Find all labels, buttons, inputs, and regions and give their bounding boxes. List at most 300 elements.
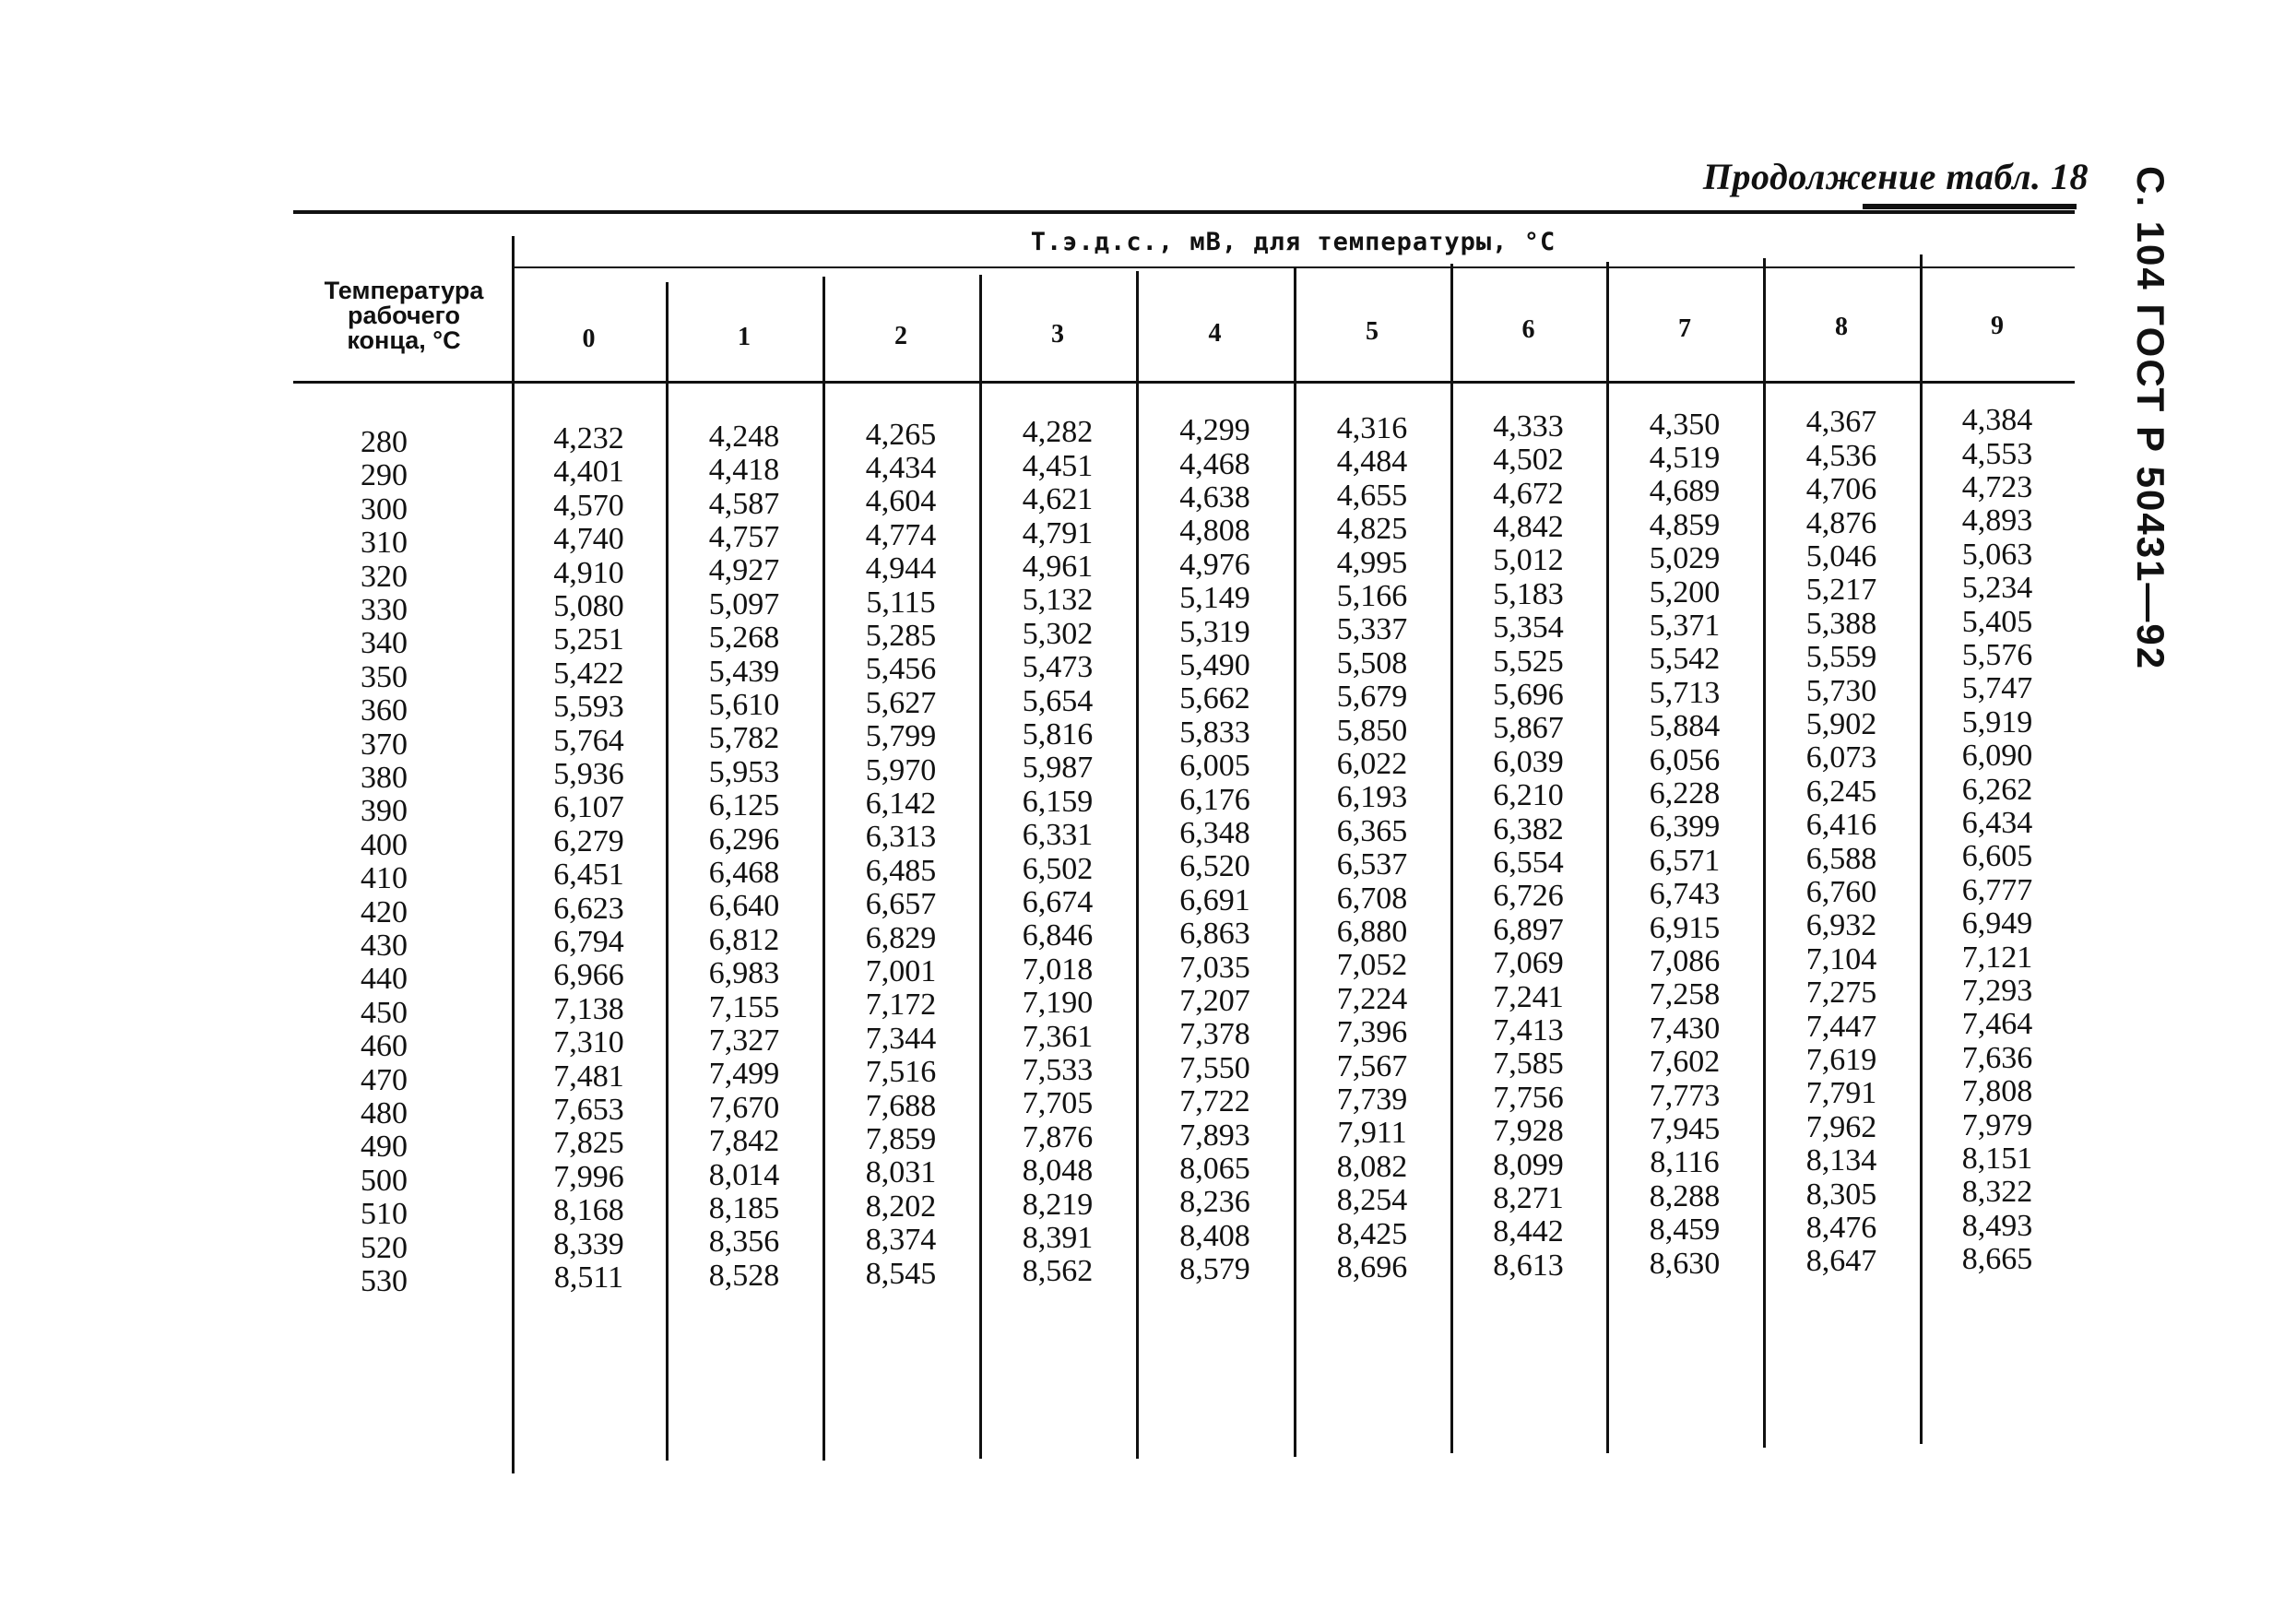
- emf-value: 8,476: [1805, 1211, 1877, 1245]
- column-rule: [979, 275, 982, 1459]
- emf-value: 7,190: [1022, 986, 1094, 1021]
- emf-value: 6,348: [1179, 816, 1250, 850]
- emf-value: 4,995: [1336, 545, 1408, 580]
- emf-value: 5,850: [1336, 713, 1408, 748]
- emf-value: 7,430: [1649, 1011, 1721, 1046]
- column-rule: [1920, 254, 1923, 1444]
- row-temperature-360: 360: [361, 693, 408, 728]
- emf-value: 6,897: [1493, 912, 1564, 947]
- emf-value: 6,228: [1649, 776, 1721, 810]
- emf-value: 5,012: [1493, 543, 1564, 578]
- emf-value: 5,576: [1961, 638, 2033, 672]
- column-header-1: 1: [738, 323, 751, 352]
- emf-value: 6,142: [865, 787, 937, 821]
- emf-value: 8,630: [1649, 1246, 1721, 1281]
- emf-value: 4,672: [1493, 476, 1564, 511]
- emf-value: 8,696: [1336, 1250, 1408, 1284]
- column-rule: [666, 282, 669, 1461]
- emf-value: 7,361: [1022, 1019, 1094, 1054]
- emf-value: 4,232: [553, 421, 624, 456]
- emf-value: 6,039: [1493, 744, 1564, 779]
- emf-span-header: Т.э.д.с., мВ, для температуры, °С: [1030, 228, 1556, 256]
- column-header-0: 0: [582, 325, 596, 353]
- emf-value: 4,570: [553, 488, 624, 523]
- column-header-5: 5: [1366, 317, 1379, 346]
- emf-value: 4,859: [1649, 507, 1721, 542]
- emf-value: 7,945: [1649, 1112, 1721, 1146]
- emf-value: 4,401: [553, 455, 624, 490]
- emf-value: 8,134: [1805, 1143, 1877, 1178]
- emf-value: 7,258: [1649, 977, 1721, 1012]
- column-header-4: 4: [1208, 318, 1222, 348]
- emf-value: 6,107: [553, 790, 624, 825]
- emf-value: 4,282: [1022, 415, 1094, 450]
- emf-value: 6,451: [553, 858, 624, 893]
- emf-value: 8,459: [1649, 1213, 1721, 1248]
- emf-value: 7,481: [553, 1059, 624, 1094]
- emf-value: 5,046: [1805, 539, 1877, 574]
- emf-value: 4,876: [1805, 505, 1877, 540]
- row-temperature-490: 490: [361, 1130, 408, 1165]
- emf-value: 8,065: [1179, 1152, 1250, 1186]
- emf-value: 6,777: [1961, 872, 2033, 907]
- emf-value: 4,502: [1493, 443, 1564, 478]
- emf-value: 6,605: [1961, 839, 2033, 874]
- emf-value: 6,468: [708, 856, 780, 890]
- row-temperature-350: 350: [361, 659, 408, 694]
- emf-value: 6,210: [1493, 778, 1564, 813]
- emf-value: 8,579: [1179, 1252, 1250, 1287]
- emf-value: 6,399: [1649, 810, 1721, 845]
- column-header-8: 8: [1835, 313, 1848, 342]
- emf-value: 7,636: [1961, 1040, 2033, 1075]
- column-header-7: 7: [1678, 314, 1691, 343]
- emf-value: 6,623: [553, 891, 624, 926]
- emf-value: 7,499: [708, 1057, 780, 1092]
- emf-value: 5,183: [1493, 576, 1564, 611]
- emf-value: 7,705: [1022, 1086, 1094, 1121]
- emf-value: 8,185: [708, 1191, 780, 1225]
- emf-value: 7,773: [1649, 1078, 1721, 1113]
- emf-value: 4,248: [708, 419, 780, 454]
- emf-value: 7,155: [708, 989, 780, 1024]
- emf-value: 6,262: [1961, 772, 2033, 807]
- emf-value: 6,090: [1961, 739, 2033, 774]
- emf-value: 4,706: [1805, 472, 1877, 507]
- emf-value: 8,082: [1336, 1149, 1408, 1184]
- row-header-line: рабочего: [347, 302, 461, 329]
- emf-value: 7,464: [1961, 1007, 2033, 1042]
- emf-value: 5,713: [1649, 675, 1721, 710]
- emf-value: 7,241: [1493, 979, 1564, 1014]
- emf-value: 8,031: [865, 1155, 937, 1190]
- emf-value: 6,382: [1493, 811, 1564, 846]
- emf-value: 6,537: [1336, 847, 1408, 882]
- emf-value: 5,029: [1649, 541, 1721, 576]
- emf-value: 7,825: [553, 1126, 624, 1161]
- emf-value: 7,224: [1336, 981, 1408, 1016]
- emf-value: 5,816: [1022, 717, 1094, 751]
- emf-value: 8,322: [1961, 1175, 2033, 1210]
- emf-value: 5,936: [553, 757, 624, 791]
- emf-value: 7,688: [865, 1088, 937, 1123]
- emf-value: 7,550: [1179, 1050, 1250, 1085]
- emf-value: 8,408: [1179, 1218, 1250, 1253]
- emf-value: 4,587: [708, 486, 780, 521]
- emf-value: 8,116: [1650, 1145, 1720, 1180]
- emf-value: 7,344: [865, 1021, 937, 1056]
- emf-value: 6,554: [1493, 846, 1564, 880]
- emf-value: 4,468: [1179, 446, 1250, 481]
- emf-value: 4,740: [553, 522, 624, 557]
- row-temperature-500: 500: [361, 1163, 408, 1198]
- emf-value: 6,846: [1022, 918, 1094, 953]
- emf-value: 6,794: [553, 925, 624, 959]
- emf-value: 7,739: [1336, 1083, 1408, 1117]
- emf-value: 5,593: [553, 690, 624, 725]
- emf-value: 6,502: [1022, 851, 1094, 886]
- emf-value: 4,604: [865, 484, 937, 519]
- column-rule: [823, 277, 825, 1461]
- emf-value: 5,251: [553, 622, 624, 657]
- emf-value: 5,490: [1179, 648, 1250, 682]
- emf-value: 5,833: [1179, 715, 1250, 750]
- row-header-title: [293, 278, 515, 353]
- emf-value: 5,782: [708, 721, 780, 756]
- emf-value: 7,928: [1493, 1114, 1564, 1149]
- emf-value: 4,976: [1179, 547, 1250, 582]
- emf-value: 6,932: [1805, 908, 1877, 943]
- emf-value: 8,493: [1961, 1208, 2033, 1243]
- emf-value: 5,166: [1336, 579, 1408, 613]
- emf-value: 5,654: [1022, 683, 1094, 718]
- emf-value: 6,708: [1336, 881, 1408, 916]
- emf-value: 5,747: [1961, 671, 2033, 706]
- row-header-line: Температура: [324, 277, 484, 304]
- emf-value: 4,825: [1336, 512, 1408, 547]
- emf-value: 4,451: [1022, 448, 1094, 483]
- emf-value: 7,585: [1493, 1047, 1564, 1082]
- emf-value: 8,545: [865, 1256, 937, 1291]
- emf-value: 4,842: [1493, 510, 1564, 544]
- column-rule: [1450, 264, 1453, 1453]
- emf-value: 4,316: [1336, 411, 1408, 445]
- emf-value: 4,791: [1022, 515, 1094, 550]
- row-temperature-460: 460: [361, 1029, 408, 1064]
- emf-value: 6,640: [708, 889, 780, 924]
- column-header-3: 3: [1051, 320, 1064, 349]
- emf-value: 5,456: [865, 652, 937, 687]
- emf-value: 4,333: [1493, 408, 1564, 444]
- row-temperature-310: 310: [361, 526, 408, 561]
- emf-value: 7,052: [1336, 948, 1408, 983]
- emf-value: 7,207: [1179, 984, 1250, 1018]
- column-header-6: 6: [1521, 315, 1535, 345]
- row-temperature-380: 380: [361, 761, 408, 795]
- row-temperature-520: 520: [361, 1230, 408, 1265]
- emf-value: 5,405: [1961, 604, 2033, 639]
- emf-value: 5,508: [1336, 645, 1408, 680]
- emf-value: 7,396: [1336, 1015, 1408, 1050]
- emf-value: 4,723: [1961, 470, 2033, 504]
- emf-value: 7,533: [1022, 1053, 1094, 1087]
- emf-value: 7,138: [553, 991, 624, 1026]
- emf-value: 4,774: [865, 517, 937, 552]
- emf-value: 7,275: [1805, 976, 1877, 1011]
- emf-value: 4,265: [865, 417, 937, 452]
- emf-value: 5,970: [865, 752, 937, 787]
- emf-value: 7,722: [1179, 1084, 1250, 1119]
- emf-value: 4,519: [1649, 441, 1721, 475]
- emf-value: 6,760: [1805, 875, 1877, 909]
- row-temperature-300: 300: [361, 491, 408, 527]
- emf-value: 8,562: [1022, 1254, 1094, 1289]
- emf-value: 7,619: [1805, 1043, 1877, 1077]
- column-rule: [1763, 258, 1766, 1448]
- emf-value: 8,528: [708, 1258, 780, 1293]
- emf-value: 8,511: [553, 1260, 624, 1295]
- emf-value: 5,302: [1022, 616, 1094, 651]
- emf-value: 5,097: [708, 586, 780, 621]
- emf-value: 4,621: [1022, 482, 1094, 517]
- emf-value: 8,099: [1493, 1147, 1564, 1182]
- emf-value: 6,416: [1805, 808, 1877, 843]
- emf-value: 6,983: [708, 956, 780, 991]
- emf-value: 6,691: [1179, 882, 1250, 917]
- emf-value: 5,473: [1022, 650, 1094, 685]
- emf-value: 4,757: [708, 520, 780, 554]
- emf-value: 5,679: [1336, 680, 1408, 715]
- emf-value: 4,536: [1805, 438, 1877, 473]
- emf-value: 8,613: [1493, 1248, 1564, 1283]
- emf-value: 6,915: [1649, 910, 1721, 945]
- emf-value: 6,125: [708, 788, 780, 823]
- column-rule: [1606, 262, 1609, 1453]
- emf-value: 5,063: [1961, 537, 2033, 572]
- emf-value: 8,339: [553, 1226, 624, 1261]
- emf-value: 4,384: [1961, 403, 2033, 438]
- row-temperature-430: 430: [361, 929, 408, 963]
- column-header-9: 9: [1991, 311, 2004, 340]
- emf-value: 8,236: [1179, 1185, 1250, 1220]
- emf-value: 5,696: [1493, 678, 1564, 712]
- emf-value: 8,356: [708, 1225, 780, 1260]
- emf-value: 5,884: [1649, 709, 1721, 744]
- emf-value: 4,910: [553, 555, 624, 590]
- emf-value: 7,791: [1805, 1076, 1877, 1111]
- column-rule: [1294, 267, 1296, 1457]
- emf-value: 8,425: [1336, 1216, 1408, 1251]
- emf-value: 5,234: [1961, 571, 2033, 606]
- emf-value: 4,808: [1179, 514, 1250, 549]
- emf-value: 8,048: [1022, 1154, 1094, 1189]
- header-body-rule: [293, 381, 2075, 384]
- emf-value: 6,159: [1022, 784, 1094, 819]
- emf-value: 5,987: [1022, 751, 1094, 786]
- emf-value: 6,245: [1805, 774, 1877, 809]
- emf-value: 7,756: [1493, 1080, 1564, 1115]
- emf-value: 6,520: [1179, 849, 1250, 884]
- emf-value: 7,979: [1961, 1107, 2033, 1142]
- row-temperature-530: 530: [361, 1264, 408, 1298]
- row-temperature-450: 450: [361, 995, 408, 1030]
- emf-value: 7,602: [1649, 1045, 1721, 1080]
- column-rule: [1136, 271, 1139, 1459]
- emf-value: 6,743: [1649, 877, 1721, 912]
- emf-value: 8,442: [1493, 1214, 1564, 1249]
- emf-value: 7,670: [708, 1090, 780, 1125]
- emf-value: 6,005: [1179, 749, 1250, 784]
- emf-value: 7,104: [1805, 941, 1877, 976]
- row-temperature-440: 440: [361, 962, 408, 997]
- emf-value: 5,953: [708, 754, 780, 789]
- emf-value: 5,764: [553, 723, 624, 758]
- emf-value: 6,193: [1336, 780, 1408, 815]
- emf-value: 7,911: [1337, 1116, 1407, 1151]
- emf-value: 5,115: [866, 585, 936, 620]
- emf-value: 4,927: [708, 553, 780, 588]
- emf-value: 8,288: [1649, 1178, 1721, 1213]
- emf-value: 7,086: [1649, 944, 1721, 978]
- emf-value: 7,842: [708, 1124, 780, 1159]
- emf-value: 7,893: [1179, 1118, 1250, 1153]
- row-temperature-480: 480: [361, 1096, 408, 1130]
- emf-value: 4,350: [1649, 407, 1721, 442]
- emf-value: 8,202: [865, 1189, 937, 1224]
- emf-value: 4,638: [1179, 480, 1250, 515]
- emf-value: 8,647: [1805, 1244, 1877, 1279]
- emf-value: 8,219: [1022, 1187, 1094, 1222]
- emf-value: 5,867: [1493, 711, 1564, 746]
- emf-value: 5,730: [1805, 673, 1877, 708]
- emf-value: 5,371: [1649, 609, 1721, 643]
- row-temperature-470: 470: [361, 1062, 408, 1097]
- emf-value: 6,588: [1805, 841, 1877, 876]
- column-rule: [512, 236, 515, 1473]
- emf-value: 7,996: [553, 1159, 624, 1194]
- emf-value: 7,293: [1961, 974, 2033, 1008]
- row-temperature-290: 290: [361, 458, 408, 493]
- emf-value: 8,665: [1961, 1242, 2033, 1277]
- emf-value: 7,172: [865, 988, 937, 1023]
- emf-value: 5,388: [1805, 606, 1877, 641]
- emf-value: 7,413: [1493, 1013, 1564, 1047]
- table-caption: Продолжение табл. 18: [1702, 156, 2089, 197]
- emf-value: 7,310: [553, 1025, 624, 1060]
- row-temperature-420: 420: [361, 894, 408, 929]
- emf-value: 4,434: [865, 451, 937, 485]
- emf-value: 6,056: [1649, 742, 1721, 777]
- emf-value: 7,962: [1805, 1109, 1877, 1144]
- emf-value: 5,919: [1961, 704, 2033, 740]
- emf-value: 6,331: [1022, 818, 1094, 853]
- emf-value: 4,367: [1805, 405, 1877, 440]
- emf-value: 6,657: [865, 887, 937, 922]
- emf-value: 7,327: [708, 1023, 780, 1058]
- emf-value: 5,319: [1179, 614, 1250, 649]
- row-temperature-280: 280: [361, 425, 408, 459]
- emf-value: 6,880: [1336, 915, 1408, 949]
- emf-value: 6,726: [1493, 879, 1564, 914]
- row-temperature-410: 410: [361, 861, 408, 896]
- emf-value: 7,378: [1179, 1017, 1250, 1052]
- emf-value: 5,217: [1805, 573, 1877, 608]
- emf-value: 8,271: [1493, 1181, 1564, 1215]
- emf-value: 6,176: [1179, 782, 1250, 817]
- emf-value: 5,422: [553, 656, 624, 691]
- emf-value: 8,151: [1961, 1142, 2033, 1176]
- emf-value: 6,434: [1961, 806, 2033, 840]
- emf-value: 5,525: [1493, 644, 1564, 679]
- column-header-2: 2: [894, 321, 907, 350]
- emf-value: 5,080: [553, 589, 624, 623]
- emf-value: 5,439: [708, 654, 780, 689]
- page-standard-identifier: С. 104 ГОСТ Р 50431—92: [2129, 166, 2172, 671]
- emf-value: 7,859: [865, 1122, 937, 1156]
- emf-value: 6,296: [708, 822, 780, 857]
- emf-value: 6,485: [865, 853, 937, 888]
- emf-value: 5,610: [708, 688, 780, 722]
- emf-value: 6,365: [1336, 813, 1408, 848]
- emf-value: 6,829: [865, 920, 937, 955]
- emf-value: 7,653: [553, 1093, 624, 1127]
- emf-value: 4,418: [708, 453, 780, 488]
- emf-value: 8,374: [865, 1223, 937, 1258]
- emf-value: 5,200: [1649, 574, 1721, 609]
- emf-value: 5,285: [865, 619, 937, 653]
- row-temperature-330: 330: [361, 593, 408, 627]
- emf-value: 5,337: [1336, 612, 1408, 647]
- emf-value: 7,001: [865, 954, 937, 988]
- row-temperature-320: 320: [361, 559, 408, 594]
- row-temperature-340: 340: [361, 626, 408, 661]
- top-rule: [293, 210, 2075, 214]
- emf-value: 6,966: [553, 958, 624, 993]
- emf-value: 4,484: [1336, 444, 1408, 479]
- emf-value: 8,168: [553, 1193, 624, 1228]
- emf-value: 5,627: [865, 685, 937, 720]
- emf-value: 5,354: [1493, 610, 1564, 645]
- emf-value: 8,305: [1805, 1177, 1877, 1212]
- emf-value: 7,516: [865, 1055, 937, 1090]
- row-temperature-400: 400: [361, 827, 408, 862]
- row-header-line: конца, °С: [347, 326, 461, 354]
- emf-value: 4,893: [1961, 503, 2033, 538]
- row-temperature-390: 390: [361, 794, 408, 829]
- row-temperature-510: 510: [361, 1197, 408, 1232]
- emf-value: 7,035: [1179, 950, 1250, 985]
- emf-value: 4,961: [1022, 550, 1094, 584]
- emf-value: 6,949: [1961, 906, 2033, 941]
- emf-value: 8,391: [1022, 1221, 1094, 1255]
- emf-value: 4,299: [1179, 413, 1250, 448]
- emf-value: 5,902: [1805, 707, 1877, 741]
- emf-value: 6,022: [1336, 747, 1408, 781]
- emf-value: 7,121: [1961, 940, 2033, 975]
- emf-value: 6,073: [1805, 740, 1877, 775]
- top-rule-thick: [1863, 204, 2077, 209]
- emf-value: 4,553: [1961, 436, 2033, 471]
- emf-value: 6,571: [1649, 843, 1721, 878]
- emf-value: 6,313: [865, 820, 937, 855]
- emf-value: 6,812: [708, 922, 780, 957]
- emf-value: 6,279: [553, 823, 624, 858]
- row-temperature-370: 370: [361, 727, 408, 762]
- emf-value: 6,674: [1022, 885, 1094, 919]
- emf-value: 5,268: [708, 621, 780, 656]
- emf-value: 6,863: [1179, 917, 1250, 952]
- emf-value: 5,542: [1649, 642, 1721, 677]
